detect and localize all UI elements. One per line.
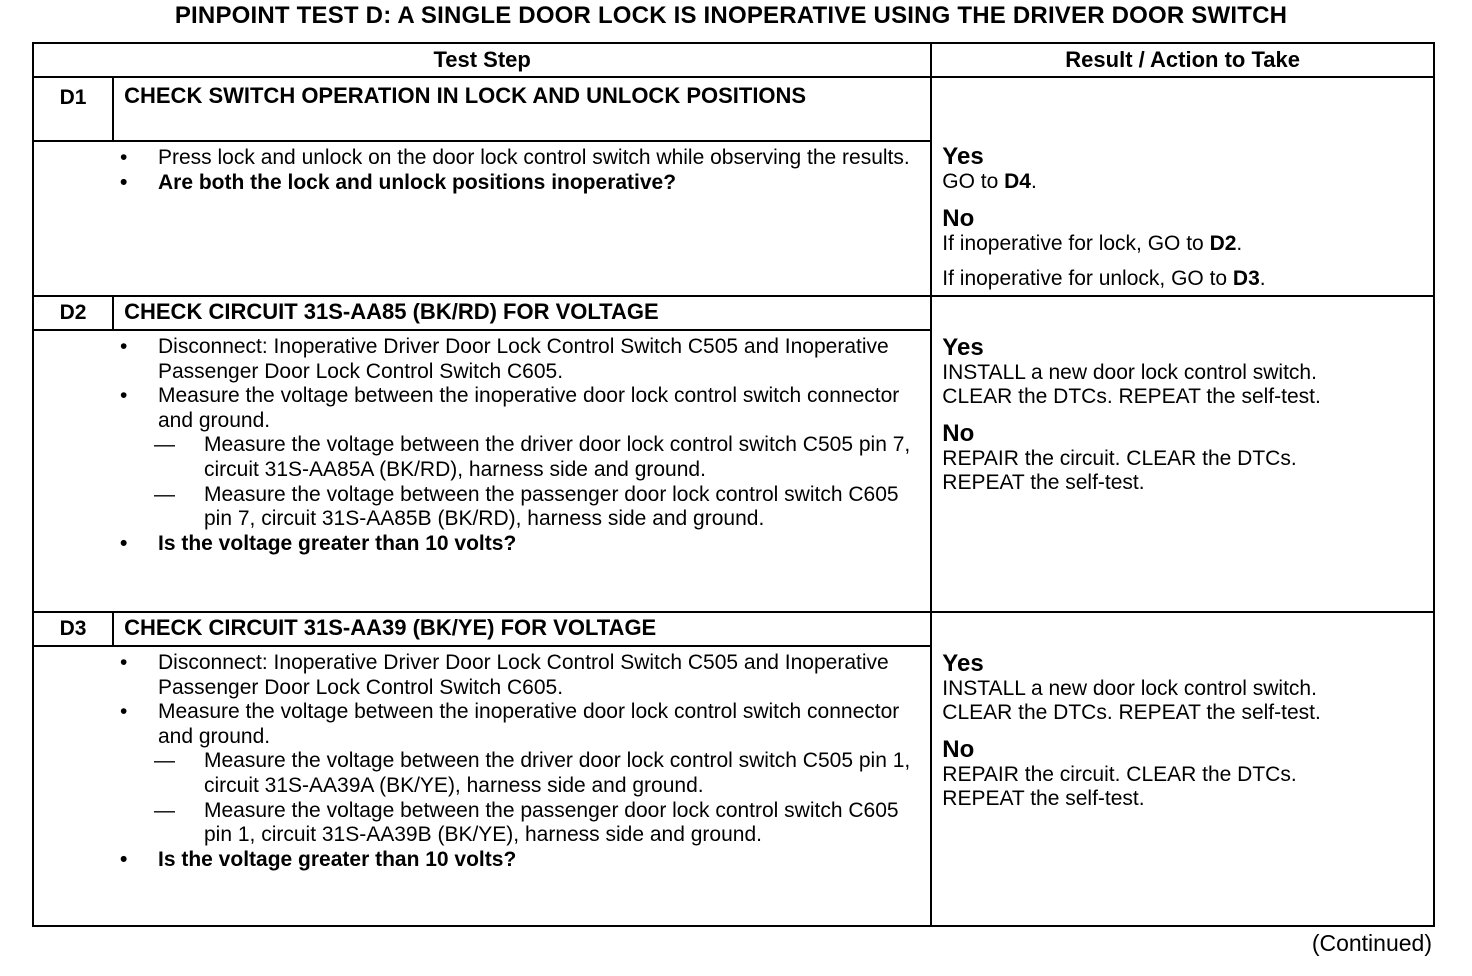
sub-list-item: — Measure the voltage between the driver door lock control switch C505 pin 1, circuit 31S-AA39A (BK/YE), harness side and ground.	[154, 749, 911, 797]
yes-action-line: CLEAR the DTCs. REPEAT the self-test.	[942, 701, 1321, 724]
list-item: • Disconnect: Inoperative Driver Door Lock Control Switch C505 and Inoperative Passenger Door Lock Control Switch C605.	[120, 335, 889, 383]
no-action-line: REPEAT the self-test.	[942, 787, 1145, 810]
step-title-d2: CHECK CIRCUIT 31S-AA85 (BK/RD) FOR VOLTAGE	[113, 296, 931, 330]
list-item: • Measure the voltage between the inoperative door lock control switch connector and ground.	[120, 700, 900, 748]
yes-label: Yes	[942, 143, 984, 170]
yes-action: GO to D4.	[942, 170, 1037, 193]
step-d3-result	[931, 612, 1434, 926]
step-d3-title-row	[33, 612, 1434, 646]
step-d1-result	[931, 77, 1434, 296]
list-item: • Are both the lock and unlock positions inoperative?	[120, 170, 677, 194]
yes-action-line: INSTALL a new door lock control switch.	[942, 677, 1317, 700]
no-action-line: REPAIR the circuit. CLEAR the DTCs.	[942, 447, 1297, 470]
pinpoint-test-table	[32, 42, 1435, 927]
list-item: • Is the voltage greater than 10 volts?	[120, 531, 517, 555]
no-label: No	[942, 736, 975, 763]
list-item: • Press lock and unlock on the door lock control switch while observing the results.	[120, 146, 910, 169]
step-number-d3: D3	[33, 612, 113, 646]
no-label: No	[942, 420, 975, 447]
no-action-line: REPAIR the circuit. CLEAR the DTCs.	[942, 763, 1297, 786]
step-number-d1: D1	[33, 77, 113, 141]
test-step-header: Test Step	[33, 43, 931, 77]
step-d2-result	[931, 296, 1434, 612]
step-d1-instructions	[33, 141, 931, 296]
page-title: PINPOINT TEST D: A SINGLE DOOR LOCK IS INOPERATIVE USING THE DRIVER DOOR SWITCH	[174, 2, 1288, 29]
step-d2-instructions	[33, 330, 931, 612]
continued-label: (Continued)	[1311, 930, 1432, 956]
no-label: No	[942, 205, 975, 232]
step-d3-instructions	[33, 646, 931, 926]
list-item: • Is the voltage greater than 10 volts?	[120, 847, 517, 871]
no-action-lock: If inoperative for lock, GO to D2.	[942, 232, 1243, 255]
list-item: • Measure the voltage between the inoperative door lock control switch connector and ground.	[120, 384, 900, 432]
step-d2-title-row	[33, 296, 1434, 330]
step-number-d2: D2	[33, 296, 113, 330]
step-title-d3: CHECK CIRCUIT 31S-AA39 (BK/YE) FOR VOLTAGE	[113, 612, 931, 646]
yes-label: Yes	[942, 650, 984, 677]
yes-label: Yes	[942, 334, 984, 361]
no-action-line: REPEAT the self-test.	[942, 471, 1145, 494]
no-action-unlock: If inoperative for unlock, GO to D3.	[942, 267, 1266, 290]
list-item: • Disconnect: Inoperative Driver Door Lock Control Switch C505 and Inoperative Passenger Door Lock Control Switch C605.	[120, 651, 889, 699]
yes-action-line: CLEAR the DTCs. REPEAT the self-test.	[942, 385, 1321, 408]
sub-list-item: — Measure the voltage between the passenger door lock control switch C605 pin 7, circuit 31S-AA85B (BK/RD), harness side and ground.	[154, 482, 899, 531]
step-d1-title-row	[33, 77, 1434, 141]
sub-list-item: — Measure the voltage between the driver door lock control switch C505 pin 7, circuit 31S-AA85A (BK/RD), harness side and ground.	[154, 433, 911, 481]
result-header: Result / Action to Take	[931, 43, 1434, 77]
step-title-d1: CHECK SWITCH OPERATION IN LOCK AND UNLOCK POSITIONS	[113, 77, 931, 141]
yes-action-line: INSTALL a new door lock control switch.	[942, 361, 1317, 384]
sub-list-item: — Measure the voltage between the passenger door lock control switch C605 pin 1, circuit 31S-AA39B (BK/YE), harness side and ground.	[154, 798, 899, 847]
table-header-row	[33, 43, 1434, 77]
